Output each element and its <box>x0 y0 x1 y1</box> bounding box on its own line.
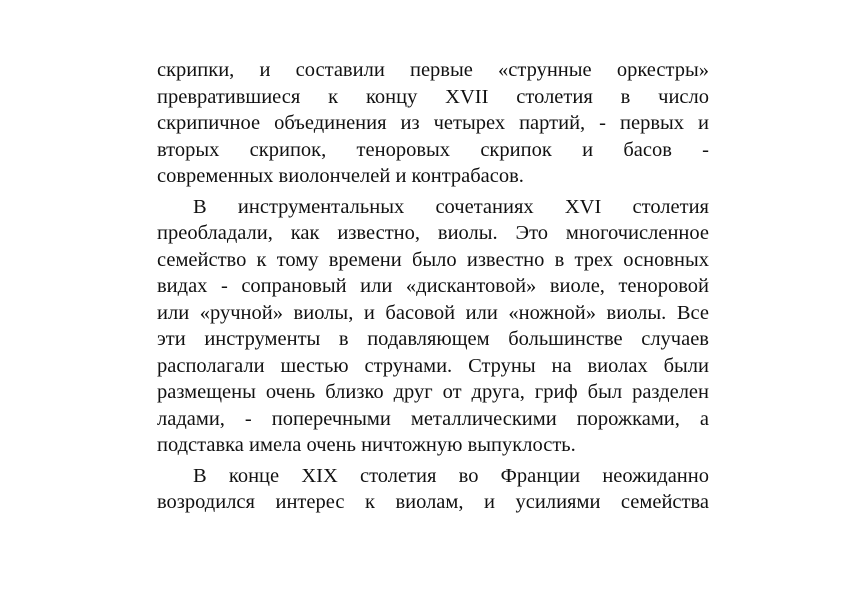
text-line: современных виолончелей и контрабасов. <box>157 165 524 187</box>
paragraph-1 <box>157 57 709 190</box>
text-line: возродился интерес к виолам, и усилиями семейства <box>157 491 709 513</box>
text-line: скрипки, и составили первые «струнные оркестры» <box>157 59 709 81</box>
text-line: ладами, - поперечными металлическими порожками, а <box>157 407 709 430</box>
text-line: видах - сопрановый или «дискантовой» виоле, теноровой <box>157 275 709 297</box>
text-line: эти инструменты в подавляющем большинстве случаев <box>157 328 709 350</box>
text-line: вторых скрипок, теноровых скрипок и басов - <box>157 138 709 161</box>
text-line: скрипичное объединения из четырех партий, - первых и <box>157 112 709 134</box>
text-line: В конце XIX столетия во Франции неожиданно <box>193 464 709 487</box>
text-line: семейство к тому времени было известно в трех основных <box>157 248 709 271</box>
text-line: В инструментальных сочетаниях XVI столетия <box>193 195 709 218</box>
text-line: превратившиеся к концу XVII столетия в число <box>157 85 709 108</box>
text-line: или «ручной» виолы, и басовой или «ножной» виолы. Все <box>157 301 709 324</box>
document-text <box>157 57 709 516</box>
text-line: преобладали, как известно, виолы. Это многочисленное <box>157 222 709 244</box>
paragraph-2 <box>157 194 709 459</box>
text-line: размещены очень близко друг от друга, гриф был разделен <box>157 381 709 403</box>
paragraph-3 <box>157 463 709 516</box>
text-line: располагали шестью струнами. Струны на виолах были <box>157 354 709 377</box>
text-line: подставка имела очень ничтожную выпуклость. <box>157 434 576 456</box>
